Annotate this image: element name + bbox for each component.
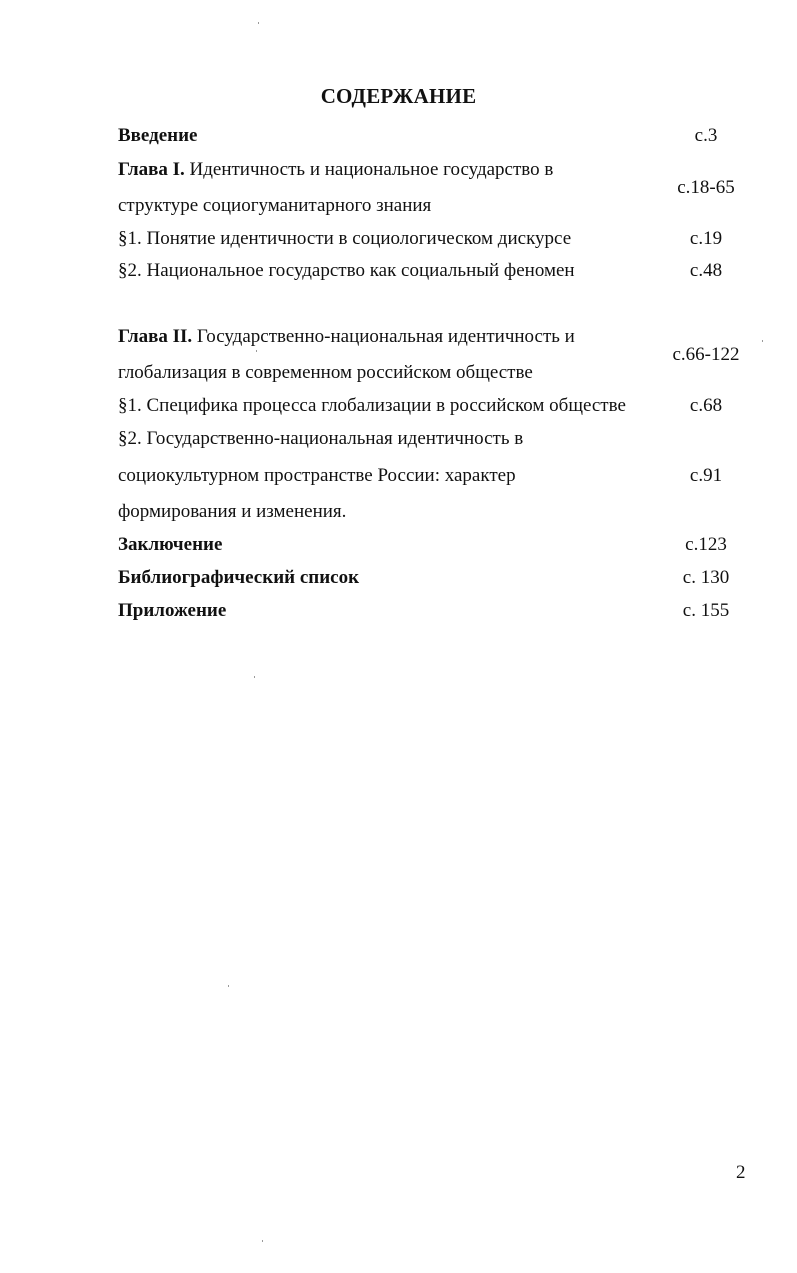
toc-bibliography-label: Библиографический список xyxy=(118,567,360,588)
toc-ch2-section1-page: с.68 xyxy=(689,395,723,416)
toc-ch2-section2-line1: §2. Государственно-национальная идентичность в xyxy=(118,428,524,449)
toc-intro-label: Введение xyxy=(118,125,198,146)
page-number: 2 xyxy=(736,1162,746,1183)
toc-entry-intro xyxy=(118,124,198,148)
scan-speck xyxy=(762,340,763,342)
toc-ch2-section2-line2: социокультурном пространстве России: характер xyxy=(118,465,516,486)
toc-ch2-section2-page: с.91 xyxy=(689,465,723,486)
toc-ch2-section2-line3: формирования и изменения. xyxy=(118,501,347,522)
toc-ch2-section1: §1. Специфика процесса глобализации в российском обществе xyxy=(118,395,626,416)
toc-chapter1-title-part1: Идентичность и национальное государство в xyxy=(184,159,554,180)
toc-chapter1-prefix: Глава I. xyxy=(118,159,185,180)
toc-chapter1-page: с.18-65 xyxy=(677,177,735,198)
toc-chapter2-page: с.66-122 xyxy=(672,344,740,365)
scan-speck xyxy=(256,350,257,352)
toc-conclusion-page: с.123 xyxy=(685,534,727,555)
toc-ch1-section1-page: с.19 xyxy=(689,228,723,249)
toc-entry-conclusion xyxy=(118,533,222,557)
toc-appendix-page: с. 155 xyxy=(682,600,730,621)
toc-appendix-label: Приложение xyxy=(118,600,227,621)
toc-chapter2-title-part1: Государственно-национальная идентичность и xyxy=(192,326,575,347)
toc-chapter2-line1 xyxy=(118,325,575,349)
toc-chapter1-line1 xyxy=(118,158,553,182)
scan-speck xyxy=(228,985,229,987)
toc-bibliography-page: с. 130 xyxy=(682,567,730,588)
scan-speck xyxy=(258,22,259,24)
scan-speck xyxy=(262,1240,263,1242)
toc-ch1-section2-page: с.48 xyxy=(689,260,723,281)
toc-chapter2-line2: глобализация в современном российском обществе xyxy=(118,362,533,383)
scan-speck xyxy=(254,676,255,678)
toc-conclusion-label: Заключение xyxy=(118,534,223,555)
toc-ch1-section2: §2. Национальное государство как социальный феномен xyxy=(118,260,575,281)
toc-intro-page: с.3 xyxy=(694,125,718,146)
toc-entry-bibliography xyxy=(118,566,359,590)
toc-entry-appendix xyxy=(118,599,226,623)
toc-ch1-section1: §1. Понятие идентичности в социологическом дискурсе xyxy=(118,228,572,249)
toc-title: СОДЕРЖАНИЕ xyxy=(320,84,477,108)
toc-chapter1-line2: структуре социогуманитарного знания xyxy=(118,195,432,216)
toc-chapter2-prefix: Глава II. xyxy=(118,326,193,347)
